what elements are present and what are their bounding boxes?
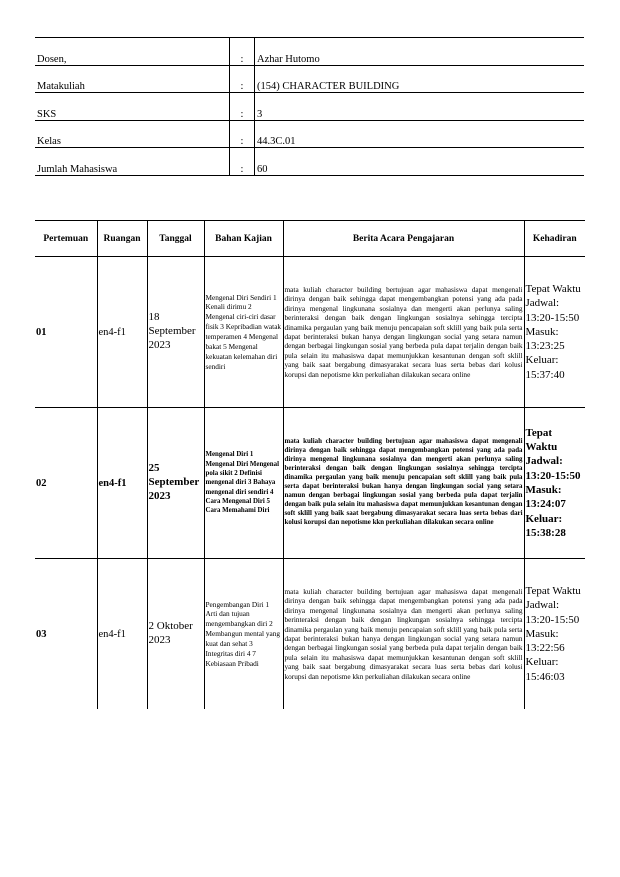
info-row-kelas: [35, 120, 584, 148]
header-room: Ruangan: [97, 221, 147, 257]
table-row: [35, 257, 585, 408]
table-row: [35, 559, 585, 710]
info-separator: :: [230, 65, 255, 93]
info-label: SKS: [35, 93, 230, 121]
cell-material: Mengenal Diri Sendiri 1 Kenali dirimu 2 Mengenal ciri-ciri dasar fisik 3 Kepribadian watak temperamen 4 Mengenal bakat 5 Mengenal kekuatan kelemahan diri sendiri: [204, 257, 283, 408]
table-header-row: [35, 221, 585, 257]
table-row: [35, 408, 585, 559]
cell-meeting: 01: [35, 257, 97, 408]
cell-date: 18 September 2023: [147, 257, 204, 408]
cell-attendance: Tepat Waktu Jadwal: 13:20-15:50 Masuk: 13:23:25 Keluar: 15:37:40: [524, 257, 585, 408]
info-separator: :: [230, 38, 255, 66]
info-label: Matakuliah: [35, 65, 230, 93]
info-row-sks: [35, 93, 584, 121]
info-value: (154) CHARACTER BUILDING: [255, 65, 585, 93]
info-separator: :: [230, 148, 255, 176]
info-separator: :: [230, 93, 255, 121]
header-date: Tanggal: [147, 221, 204, 257]
header-material: Bahan Kajian: [204, 221, 283, 257]
cell-material: Mengenal Diri 1 Mengenal Diri Mengenal pola sikit 2 Definisi mengenal diri 3 Bahaya mengenal diri sendiri 4 Cara Mengenal Diri 5 Cara Memahami Diri: [204, 408, 283, 559]
cell-room: en4-f1: [97, 408, 147, 559]
cell-meeting: 02: [35, 408, 97, 559]
info-value: 60: [255, 148, 585, 176]
header-minutes: Berita Acara Pengajaran: [283, 221, 524, 257]
course-info-table: [35, 37, 584, 176]
info-row-jumlah-mahasiswa: [35, 148, 584, 176]
info-value: 3: [255, 93, 585, 121]
info-value: Azhar Hutomo: [255, 38, 585, 66]
cell-minutes: mata kuliah character building bertujuan agar mahasiswa dapat mengenali dirinya dengan baik sehingga dapat mengembangkan potensi yang ada pada dirinya mengenal lingkunana sosialnya dan mengerti akan perlunya saling berinteraksi dengan baik dengan lingkungan sosialnya sehingga tercipta dinamika pergaulan yang baik menuju pencapaian soft sklill yang baik pula serta dapat berinteraksi bukan hanya dengan lingkungan social yang setara namun dengan berbagai lingkungan sosial yang berbeda pula dapat terjalin dengan baik pula selain itu mahasiswa dapat memunjukkan kesantunan dengan soft sklill yang baik saat bergabung dimasyarakat secara luas serta bebas dari kolusi korupsi dan nepotisme kkn perkuliahan dilakukan secara online: [283, 257, 524, 408]
cell-minutes: mata kuliah character building bertujuan agar mahasiswa dapat mengenali dirinya dengan baik sehingga dapat mengembangkan potensi yang ada pada dirinya mengenal lingkunana sosialnya dan mengerti akan perlunya saling berinteraksi dengan baik dengan lingkungan sosialnya sehingga tercipta dinamika pergaulan yang baik menuju pencapaian soft sklill yang baik pula serta dapat berinteraksi bukan hanya dengan lingkungan social yang setara namun dengan berbagai lingkungan sosial yang berbeda pula dapat terjalin dengan baik pula selain itu mahasiswa dapat memunjukkan kesantunan dengan soft sklill yang baik saat bergabung dimasyarakat secara luas serta bebas dari kolusi korupsi dan nepotisme kkn perkuliahan dilakukan secara online: [283, 408, 524, 559]
info-separator: :: [230, 120, 255, 148]
header-attendance: Kehadiran: [524, 221, 585, 257]
cell-room: en4-f1: [97, 257, 147, 408]
cell-material: Pengembangan Diri 1 Arti dan tujuan mengembangkan diri 2 Membangun mental yang kuat dan sehat 3 Integritas diri 4 7 Kebiasaan Pribadi: [204, 559, 283, 710]
info-label: Dosen,: [35, 38, 230, 66]
cell-date: 25 September 2023: [147, 408, 204, 559]
attendance-table: [35, 220, 585, 709]
info-row-dosen: [35, 38, 584, 66]
cell-minutes: mata kuliah character building bertujuan agar mahasiswa dapat mengenali dirinya dengan baik sehingga dapat mengembangkan potensi yang ada pada dirinya mengenal lingkunana sosialnya dan mengerti akan perlunya saling berinteraksi dengan baik dengan lingkungan sosialnya sehingga tercipta dinamika pergaulan yang baik menuju pencapaian soft sklill yang baik pula serta dapat berinteraksi bukan hanya dengan lingkungan social yang setara namun dengan berbagai lingkungan sosial yang berbeda pula dapat terjalin dengan baik pula selain itu mahasiswa dapat memunjukkan kesantunan dengan soft sklill yang baik saat bergabung dimasyarakat secara luas serta bebas dari kolusi korupsi dan nepotisme kkn perkuliahan dilakukan secara online: [283, 559, 524, 710]
cell-attendance: Tepat Waktu Jadwal: 13:20-15:50 Masuk: 13:24:07 Keluar: 15:38:28: [524, 408, 585, 559]
cell-attendance: Tepat Waktu Jadwal: 13:20-15:50 Masuk: 13:22:56 Keluar: 15:46:03: [524, 559, 585, 710]
cell-date: 2 Oktober 2023: [147, 559, 204, 710]
info-row-matakuliah: [35, 65, 584, 93]
info-value: 44.3C.01: [255, 120, 585, 148]
header-meeting: Pertemuan: [35, 221, 97, 257]
info-label: Jumlah Mahasiswa: [35, 148, 230, 176]
info-label: Kelas: [35, 120, 230, 148]
cell-meeting: 03: [35, 559, 97, 710]
cell-room: en4-f1: [97, 559, 147, 710]
